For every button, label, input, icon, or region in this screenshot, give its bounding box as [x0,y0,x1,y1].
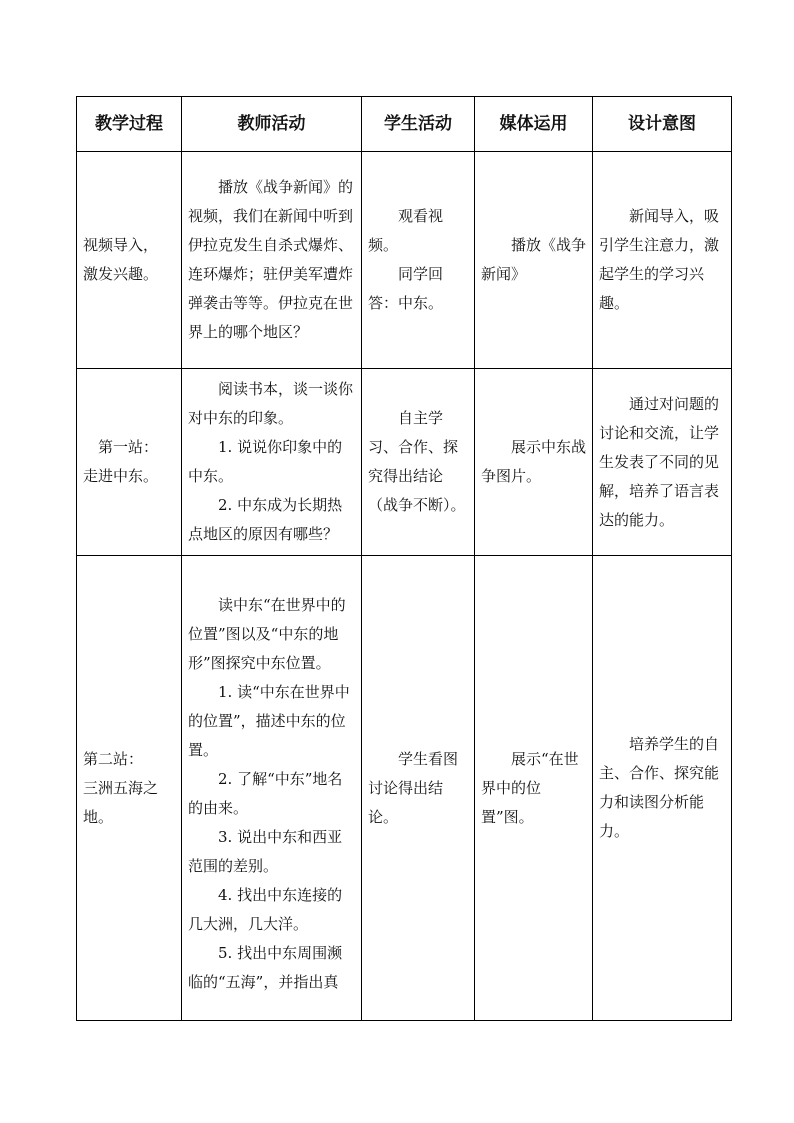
cell-student: 学生看图讨论得出结论。 [362,556,475,1021]
cell-student: 观看视频。 同学回答：中东。 [362,152,475,369]
table-row [77,556,732,1021]
cell-media: 展示中东战争图片。 [475,369,593,556]
cell-media: 播放《战争新闻》 [475,152,593,369]
cell-teacher: 播放《战争新闻》的视频，我们在新闻中听到伊拉克发生自杀式爆炸、连环爆炸；驻伊美军遭炸弹袭击等等。伊拉克在世界上的哪个地区？ [182,152,362,369]
cell-intent: 培养学生的自主、合作、探究能力和读图分析能力。 [593,556,732,1021]
cell-student: 自主学习、合作、探究得出结论（战争不断）。 [362,369,475,556]
cell-media: 展示“在世界中的位置”图。 [475,556,593,1021]
table-row [77,369,732,556]
header-student: 学生活动 [362,97,475,152]
cell-intent: 新闻导入，吸引学生注意力，激起学生的学习兴趣。 [593,152,732,369]
header-media: 媒体运用 [475,97,593,152]
cell-teacher: 阅读书本，谈一谈你对中东的印象。 1. 说说你印象中的中东。 2. 中东成为长期热点地区的原因有哪些？ [182,369,362,556]
header-row [77,97,732,152]
cell-process: 第二站： 三洲五海之地。 [77,556,182,1021]
cell-teacher: 读中东“在世界中的位置”图以及“中东的地形”图探究中东位置。 1. 读“中东在世界中的位置”，描述中东的位置。 2. 了解“中东”地名的由来。 3. 说出中东和西亚范围的差别。 4. 找出中东连接的几大洲，几大洋。 5. 找出中东周围濒临的“五海”，并指出真 [182,556,362,1021]
cell-process: 第一站： 走进中东。 [77,369,182,556]
header-teacher: 教师活动 [182,97,362,152]
cell-process: 视频导入， 激发兴趣。 [77,152,182,369]
header-process: 教学过程 [77,97,182,152]
lesson-plan-table [76,96,732,1021]
header-intent: 设计意图 [593,97,732,152]
cell-intent: 通过对问题的讨论和交流，让学生发表了不同的见解，培养了语言表达的能力。 [593,369,732,556]
table-row [77,152,732,369]
